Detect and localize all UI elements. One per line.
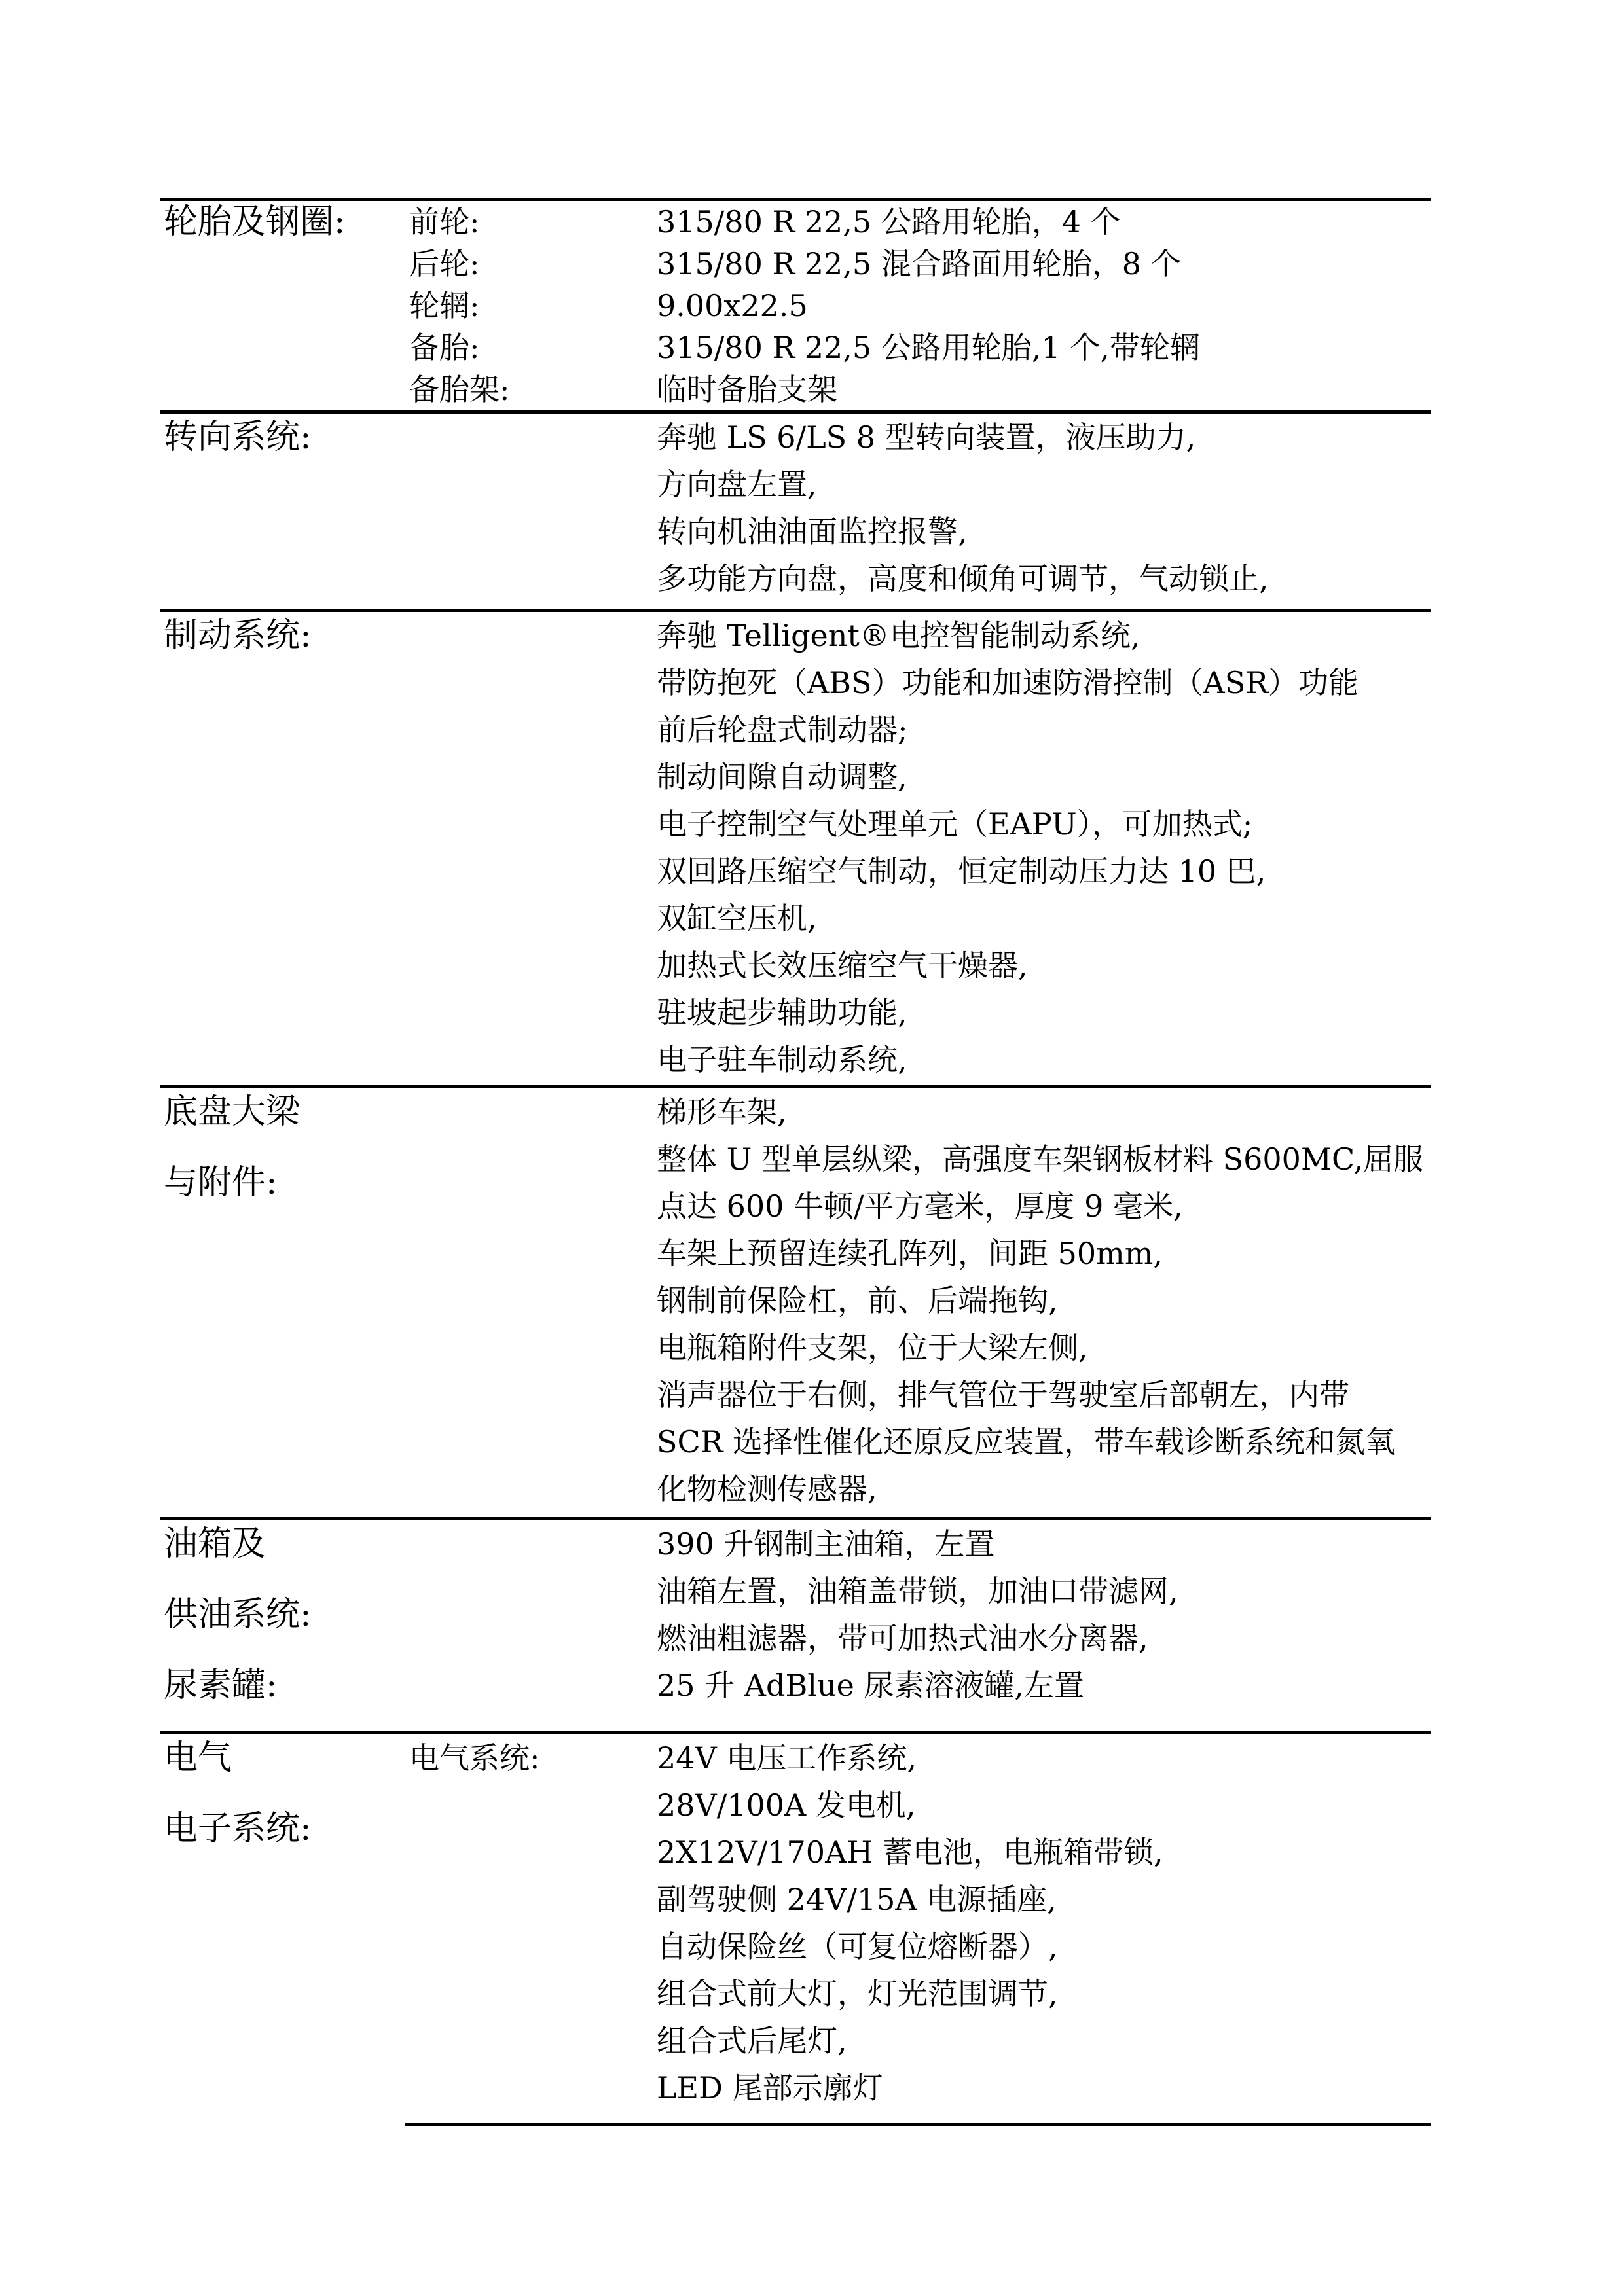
sub-label (409, 1088, 657, 1136)
spec-value: 2X12V/170AH 蓄电池，电瓶箱带锁, (657, 1835, 1163, 1870)
spec-row (409, 201, 1431, 243)
sub-label (409, 461, 657, 508)
spec-section (160, 1517, 1431, 1731)
sub-label (409, 508, 657, 555)
sub-label (409, 2064, 657, 2111)
sub-label (409, 800, 657, 848)
spec-row (409, 327, 1431, 368)
spec-row (409, 1277, 1431, 1324)
spec-value: 奔驰 LS 6/LS 8 型转向装置，液压助力, (657, 420, 1196, 455)
sub-label (409, 1183, 657, 1230)
section-label-line: 与附件: (164, 1163, 278, 1202)
spec-value: 车架上预留连续孔阵列，间距 50mm, (657, 1236, 1163, 1271)
spec-value: SCR 选择性催化还原反应装置，带车载诊断系统和氮氧 (657, 1424, 1395, 1460)
section-label-line: 轮胎及钢圈: (164, 202, 346, 242)
section-rows (409, 414, 1431, 602)
sub-label (409, 1568, 657, 1615)
spec-value: LED 尾部示廓灯 (657, 2070, 883, 2106)
sub-label: 电气系统: (409, 1740, 540, 1776)
spec-value: 315/80 R 22,5 公路用轮胎,1 个,带轮辋 (657, 330, 1200, 365)
spec-section (160, 609, 1431, 1085)
spec-row (409, 1876, 1431, 1923)
spec-value: 驻坡起步辅助功能, (657, 995, 907, 1030)
sub-label (409, 659, 657, 706)
spec-value: 电瓶箱附件支架，位于大梁左侧, (657, 1330, 1088, 1365)
spec-value: 化物检测传感器, (657, 1471, 877, 1507)
spec-row (409, 612, 1431, 659)
spec-value: 奔驰 Telligent®电控智能制动系统, (657, 618, 1140, 653)
spec-value: 组合式前大灯，灯光范围调节, (657, 1976, 1058, 2011)
sub-label (409, 2017, 657, 2064)
spec-row (409, 461, 1431, 508)
sub-label: 后轮: (409, 246, 480, 281)
section-label-line: 制动系统: (164, 616, 312, 655)
spec-row (409, 989, 1431, 1036)
spec-row (409, 414, 1431, 461)
spec-row (409, 243, 1431, 285)
spec-value: 双缸空压机, (657, 901, 817, 936)
spec-section (160, 198, 1431, 410)
spec-value: 燃油粗滤器，带可加热式油水分离器, (657, 1621, 1148, 1656)
sub-label (409, 1036, 657, 1083)
sub-label: 前轮: (409, 204, 480, 240)
section-label-line: 底盘大梁 (164, 1092, 301, 1132)
sub-label (409, 1277, 657, 1324)
spec-row (409, 2017, 1431, 2064)
spec-value: 25 升 AdBlue 尿素溶液罐,左置 (657, 1668, 1085, 1703)
spec-row (409, 1568, 1431, 1615)
spec-row (409, 895, 1431, 942)
sub-label (409, 1970, 657, 2017)
section-label-line: 尿素罐: (164, 1666, 278, 1705)
spec-row (409, 2064, 1431, 2111)
spec-value: 油箱左置，油箱盖带锁，加油口带滤网, (657, 1573, 1178, 1609)
sub-label: 备胎: (409, 330, 480, 365)
section-label-column (160, 1088, 409, 1206)
spec-row (409, 706, 1431, 753)
spec-value: 方向盘左置, (657, 467, 817, 502)
spec-section (160, 1085, 1431, 1517)
spec-value: 315/80 R 22,5 公路用轮胎，4 个 (657, 204, 1121, 240)
spec-row (409, 1418, 1431, 1465)
spec-row (409, 1829, 1431, 1876)
section-label-column (160, 1734, 409, 1852)
sub-label (409, 1371, 657, 1418)
spec-value: 制动间隙自动调整, (657, 759, 907, 795)
sub-label (409, 555, 657, 602)
sub-label (409, 1923, 657, 1970)
spec-value: 前后轮盘式制动器; (657, 712, 908, 747)
spec-row (409, 1036, 1431, 1083)
spec-value: 双回路压缩空气制动，恒定制动压力达 10 巴, (657, 853, 1266, 889)
spec-row (409, 1520, 1431, 1568)
spec-value: 梯形车架, (657, 1094, 787, 1130)
sub-label (409, 1324, 657, 1371)
section-label-line: 电气 (164, 1738, 232, 1778)
spec-value: 钢制前保险杠，前、后端拖钩, (657, 1283, 1058, 1318)
sub-label (409, 1662, 657, 1709)
spec-value: 点达 600 牛顿/平方毫米，厚度 9 毫米, (657, 1189, 1183, 1224)
section-rows (409, 1520, 1431, 1709)
spec-value: 电子控制空气处理单元（EAPU），可加热式; (657, 806, 1253, 842)
spec-value: 带防抱死（ABS）功能和加速防滑控制（ASR）功能 (657, 665, 1359, 700)
spec-row (409, 848, 1431, 895)
spec-section (160, 410, 1431, 609)
section-rows (409, 201, 1431, 410)
section-rows (409, 1088, 1431, 1513)
spec-row (409, 942, 1431, 989)
spec-value: 副驾驶侧 24V/15A 电源插座, (657, 1882, 1057, 1917)
spec-table (160, 198, 1431, 2126)
section-label-line: 供油系统: (164, 1595, 312, 1634)
spec-row (409, 508, 1431, 555)
spec-row (409, 1970, 1431, 2017)
spec-row (409, 659, 1431, 706)
sub-label (409, 1520, 657, 1568)
spec-row (409, 1923, 1431, 1970)
spec-row (409, 1734, 1431, 1782)
spec-row (409, 555, 1431, 602)
spec-value: 9.00x22.5 (657, 288, 808, 323)
spec-row (409, 285, 1431, 327)
spec-value: 转向机油油面监控报警, (657, 514, 968, 549)
section-rows (409, 1734, 1431, 2111)
sub-label (409, 1876, 657, 1923)
spec-row (409, 1183, 1431, 1230)
sub-label (409, 1230, 657, 1277)
spec-row (409, 1371, 1431, 1418)
spec-value: 315/80 R 22,5 混合路面用轮胎，8 个 (657, 246, 1181, 281)
spec-value: 临时备胎支架 (657, 372, 837, 407)
spec-row (409, 1662, 1431, 1709)
section-label-line: 电子系统: (164, 1809, 312, 1848)
sub-label (409, 848, 657, 895)
spec-row (409, 1782, 1431, 1829)
spec-value: 整体 U 型单层纵梁，高强度车架钢板材料 S600MC,屈服 (657, 1141, 1424, 1177)
spec-row (409, 1465, 1431, 1513)
spec-row (409, 800, 1431, 848)
spec-row (409, 1088, 1431, 1136)
sub-label (409, 414, 657, 461)
spec-row (409, 368, 1431, 410)
spec-value: 组合式后尾灯, (657, 2023, 847, 2058)
sub-label (409, 1465, 657, 1513)
spec-row (409, 1615, 1431, 1662)
spec-value: 24V 电压工作系统, (657, 1740, 917, 1776)
section-label-column (160, 414, 409, 461)
section-label-line: 转向系统: (164, 418, 312, 457)
sub-label (409, 1829, 657, 1876)
sub-label (409, 1136, 657, 1183)
spec-row (409, 1324, 1431, 1371)
sub-label (409, 942, 657, 989)
spec-value: 自动保险丝（可复位熔断器）, (657, 1929, 1058, 1964)
spec-section (160, 1731, 1431, 2123)
spec-value: 加热式长效压缩空气干燥器, (657, 948, 1028, 983)
sub-label (409, 1615, 657, 1662)
spec-row (409, 1230, 1431, 1277)
sub-label (409, 1782, 657, 1829)
sub-label (409, 706, 657, 753)
spec-value: 390 升钢制主油箱，左置 (657, 1526, 995, 1562)
spec-value: 电子驻车制动系统, (657, 1042, 907, 1077)
spec-value: 多功能方向盘，高度和倾角可调节，气动锁止, (657, 561, 1269, 596)
section-label-line: 油箱及 (164, 1524, 266, 1564)
sub-label: 备胎架: (409, 372, 510, 407)
sub-label (409, 989, 657, 1036)
spec-value: 消声器位于右侧，排气管位于驾驶室后部朝左，内带 (657, 1377, 1349, 1412)
sub-label (409, 1418, 657, 1465)
section-label-column (160, 1520, 409, 1709)
section-label-column (160, 201, 409, 243)
spec-row (409, 1136, 1431, 1183)
sub-label: 轮辋: (409, 288, 480, 323)
spec-value: 28V/100A 发电机, (657, 1787, 916, 1823)
section-label-column (160, 612, 409, 659)
table-bottom-rule (405, 2123, 1431, 2126)
sub-label (409, 895, 657, 942)
sub-label (409, 753, 657, 800)
spec-row (409, 753, 1431, 800)
section-rows (409, 612, 1431, 1083)
sub-label (409, 612, 657, 659)
